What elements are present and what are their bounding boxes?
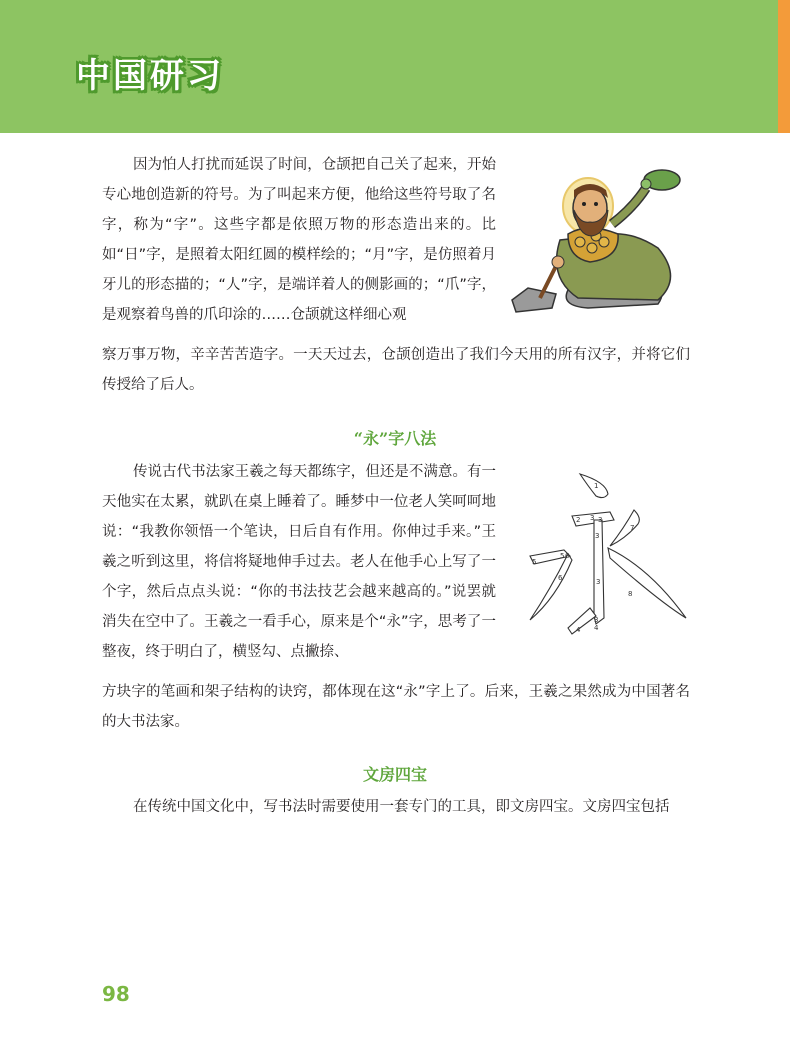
stroke-number: 3 bbox=[594, 616, 599, 624]
header-accent-stripe bbox=[778, 0, 790, 133]
yong-paragraph-continued: 方块字的笔画和架子结构的诀窍，都体现在这“永”字上了。后来，王羲之果然成为中国著名的大书法家。 bbox=[102, 684, 690, 730]
stroke-long-fall bbox=[608, 548, 686, 618]
stroke-number: 4 bbox=[576, 626, 581, 634]
stroke-number: 1 bbox=[594, 482, 599, 490]
stroke-number: 7 bbox=[630, 524, 635, 532]
stroke-number: 5 bbox=[560, 552, 565, 560]
section-brand-title: 中国研习 bbox=[76, 56, 224, 96]
stroke-number: 8 bbox=[628, 590, 633, 598]
stroke-short-fall bbox=[610, 510, 639, 546]
stroke-hook bbox=[568, 608, 599, 634]
yong-paragraph: 传说古代书法家王羲之每天都练字，但还是不满意。有一天他实在太累，就趴在桌上睡着了。睡梦中一位老人笑呵呵地说：“我教你领悟一个笔诀，日后自有作用。你伸过手来。”王羲之听到这里，将信将疑地伸手过去。老人在他手心上写了一个字，然后点点头说：“你的书法技艺会越来越高的。”说罢就消失在空中了。王羲之一看手心，原来是个“永”字，思考了一整夜，终于明白了，横竖勾、点撇捺、 bbox=[102, 464, 496, 660]
stroke-number: 3 bbox=[590, 514, 595, 522]
stroke-number: 5 bbox=[532, 558, 537, 566]
yong-stroke-diagram bbox=[510, 468, 695, 648]
stroke-number: 6 bbox=[565, 552, 570, 560]
stroke-number: 2 bbox=[576, 516, 581, 524]
wenfang-section-heading: 文房四宝 bbox=[362, 765, 427, 784]
yong-section-heading: “永”字八法 bbox=[353, 429, 437, 448]
stroke-number: 6 bbox=[558, 574, 563, 582]
stroke-number: 4 bbox=[594, 624, 599, 632]
stroke-number: 3 bbox=[595, 532, 600, 540]
page-number: 98 bbox=[102, 982, 130, 1006]
story-paragraph-continued: 察万事万物，辛辛苦苦造字。一天天过去，仓颉创造出了我们今天用的所有汉字，并将它们传授给了后人。 bbox=[102, 347, 690, 393]
story-paragraph: 因为怕人打扰而延误了时间，仓颉把自己关了起来，开始专心地创造新的符号。为了叫起来方便，他给这些符号取了名字，称为“字”。这些字都是依照万物的形态造出来的。比如“日”字，是照着太阳红圆的模样绘的；“月”字，是仿照着月牙儿的形态描的；“人”字，是端详着人的侧影画的；“爪”字，是观察着鸟兽的爪印涂的……仓颉就这样细心观 bbox=[102, 157, 496, 323]
cangjie-illustration bbox=[508, 158, 698, 318]
wenfang-paragraph: 在传统中国文化中，写书法时需要使用一套专门的工具，即文房四宝。文房四宝包括 bbox=[133, 799, 670, 815]
stroke-number: 3 bbox=[598, 516, 603, 524]
stroke-number: 3 bbox=[596, 578, 601, 586]
